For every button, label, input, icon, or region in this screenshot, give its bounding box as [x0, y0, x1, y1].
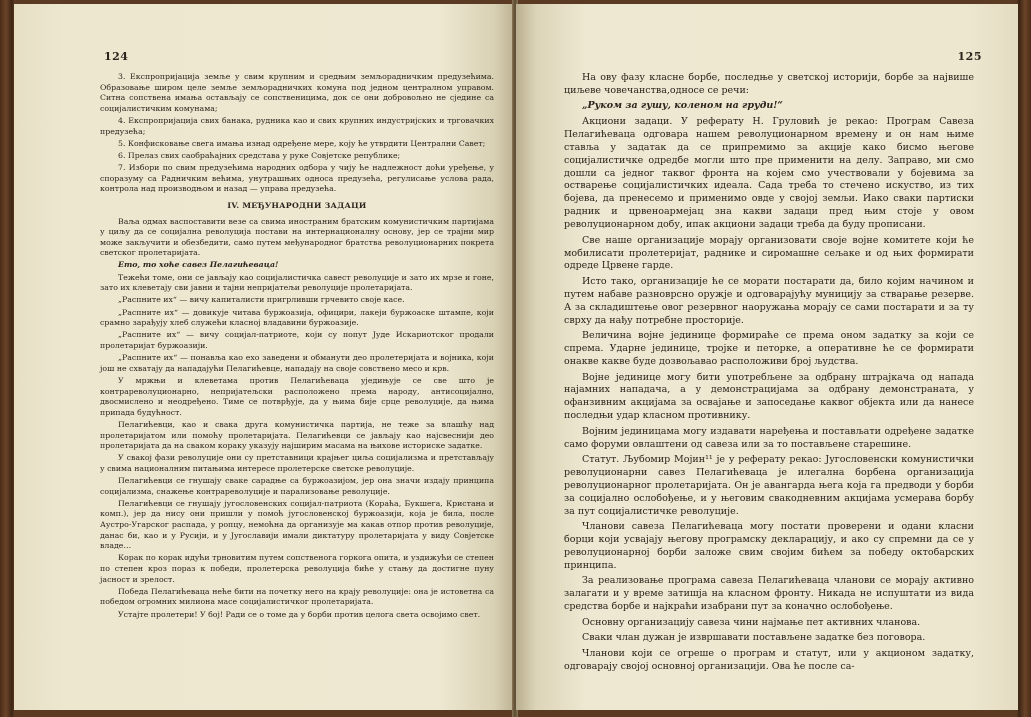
paragraph: Пелагићевци се гнушају југословенских социјал-патриота (Кораћа, Букшега, Кристана и комп.), јер да нису они пришли у помоћ југословенској буржоазији, која је била, после Аустро-Угарског распада, у ропцу, немоћна да организује ма какав отпор против револуције, данас би, као и у Русији, и у Југославији имали диктатуру пролетаријата у виду Совјетске владе… [100, 498, 494, 551]
right-page [516, 4, 1018, 710]
paragraph: 3. Експропријација земље у свим крупним и средњим земљорадничким предузећима. Образовање широм целе земље земљорадничких комуна под једном централном управом. Ситна сопствена имања остављају се сопственицима, док се они добровољно не сједине са социјалистичким комунама; [100, 72, 494, 113]
text-column [100, 72, 494, 622]
paragraph: Исто тако, организације ће се морати постарати да, било којим начином и путем набаве разноврсно оружје и одговарајућу муницију за стварање резерве. А за складиштење овог резервног наоружања морају се сами постарати и за ту сврху да нађу потребне просторије. [564, 275, 974, 326]
paragraph: 6. Прелаз свих саобраћајних средстава у руке Совјетске републике; [118, 150, 401, 160]
paragraph: Војним јединицама могу издавати наређења и постављати одређене задатке само форуми овлаштени од савеза или за то постављене старешине. [564, 425, 974, 450]
paragraph: Ето, то хоће савез Пелагићеваца! [118, 260, 279, 270]
paragraph: За реализовање програма савеза Пелагићеваца чланови се морају активно залагати и у време затишја на класном фронту. Никада не испуштати из вида средства борбе и најкраћи изабрани пут за коначно ослобођење. [564, 575, 974, 613]
paragraph: У мржњи и клеветама против Пелагићеваца уједињује се све што је контрареволуционарно, непријатељски расположено према народу, антисоцијално, двосмислено и неодређено. Тиме се потврђује, да у њима бије срце револуције, да њима припада будућност. [100, 375, 494, 417]
paragraph: Тежећи томе, они се јављају као социјалистичка савест револуције и зато их мрзе и гоне, зато их клеветају сви јавни и тајни непријатељи револуције пролетаријата. [100, 272, 494, 293]
paragraph: „Руком за гушу, коленом на груди!“ [582, 100, 783, 112]
paragraph: Ваља одмах васпоставити везе са свима иностраним братским комунистичким партијама у циљу да се социјална револуција постави на интернационалну основу, јер се трајни мир може закључити и обезбедити, само путем међународног братства револуционарних покрета светског пролетаријата. [100, 216, 494, 258]
text-column [564, 72, 974, 676]
left-page [14, 4, 514, 710]
paragraph: Војне јединице могу бити употребљене за одбрану штрајкача од напада најамних нападача, а у демонстрацијама за одбрану демонстраната, у офанзивним акцијама за освајање и запоседање каквог објекта или да нанесе последњи удар класном противнику. [564, 371, 974, 422]
paragraph: 5. Конфисковање свега имања изнад одређене мере, коју ће утврдити Централни Савет; [118, 138, 486, 148]
paragraph: Пелагићевци, као и свака друга комунистичка партија, не теже за влашћу над пролетаријатом или помоћу пролетаријата. Пелагићевци се јављају као најсвеснији део пролетаријата да на сваком кораку указују најширим масама на њихове историске задатке. [100, 419, 494, 451]
paragraph: 4. Експропријација свих банака, рудника као и свих крупних индустријских и трговачких предузећа; [100, 115, 494, 136]
paragraph: Сваки члан дужан је извршавати постављене задатке без поговора. [582, 632, 926, 644]
paragraph: Устајте пролетери! У бој! Ради се о томе да у борби против целога света освојимо свет. [118, 609, 481, 619]
section-heading: IV. МЕЂУНАРОДНИ ЗАДАЦИ [227, 200, 367, 210]
paragraph: Акциони задаци. У реферату Н. Груловић је рекао: Програм Савеза Пелагићеваца одговара нашем револуционарном времену и он нам њиме ставља у задатак да се припремимо за акције како бисмо његове социјалистичке одредбе могли што пре применити на делу. Заправо, ми смо дошли са једног таквог фронта на којем смо учествовали у бојевима за остварење социјалистичких идеала. Сада треба то стечено искуство, из тих бојева, да пренесемо и применимо овде у својој земљи. Иако сваки партиски радник и црвеноармејац зна какви задаци пред њим стоје у овом револуционарном добу, ипак акциони задаци треба да буду прописани. [564, 115, 974, 231]
paragraph: Пелагићевци се гнушају сваке сарадње са буржоазијом, јер она значи издају принципа социјализма, снажење контрареволуције и парализовање револуције. [100, 476, 494, 496]
paragraph: Корак по корак идући трновитим путем сопственога горкога опита, и уздижући се степен по степен кроз пораз к победи, пролетерска револуција биће у стању да достигне пуну јасност и зрелост. [100, 553, 494, 584]
paragraph: Чланови савеза Пелагићеваца могу постати проверени и одани класни борци који усвајају његову програмску декларацију, и ако су спремни да се у револуционарној борби заложе свим својим бићем за победу октобарских принципа. [564, 521, 974, 571]
paragraph: У свакој фази револуције они су претставници крајњег циља социјализма и претстављају у свима националним питањима интересе пролетерске светске револуције. [100, 453, 494, 473]
paragraph: „Распните их“ — понавља као ехо заведени и обманути део пролетеријата и војника, који још не схватају да нападајући Пелагићевце, нападају на своје совствено месо и крв. [100, 353, 494, 373]
paragraph: 7. Избори по свим предузећима народних одбора у чију ће надлежност доћи уређење, у споразуму са Радничким већима, унутрашњих односа предузећа, регулисање услова рада, контрола над производњом и назад — управа предузећа. [100, 163, 494, 194]
page-number: 125 [957, 50, 982, 63]
paragraph: Победа Пелагићеваца неће бити на почетку него на крају револуције: она је истоветна са победом огромних милиона масе социјалистичког пролетаријата. [100, 586, 494, 607]
paragraph: Све наше организације морају организовати своје војне комитете који ће мобилисати пролетеријат, раднике и сиромашне сељаке и од њих формирати одреде Црвене гарде. [564, 234, 974, 272]
paragraph: „Распните их“ — довикује читава буржоазија, официри, лакеји буржоаске штампе, који срамно зарађују хлеб служећи класној владавини буржоазије. [100, 307, 494, 328]
paragraph: На ову фазу класне борбе, последње у светској историји, борбе за највише циљеве човечанства,односе се речи: [564, 72, 974, 96]
paragraph: Основну организацију савеза чини најмање пет активних чланова. [582, 616, 921, 628]
page-number: 124 [104, 50, 129, 63]
paragraph: „Распните их“ — вичу социјал-патриоте, који су попут Јуде Искариотског продали пролетаријат буржоазији. [100, 330, 494, 350]
paragraph: „Распните их“ — вичу капиталисти пригрливши грчевито своје касе. [118, 295, 405, 305]
paragraph: Величина војне јединице формираће се према оном задатку за који се спрема. Ударне јединице, тројке и петорке, а оперативне ће се формирати онакве какве буде дозвољавао расположиви број људства. [564, 330, 974, 367]
paragraph: Статут. Љубомир Мојин¹¹ је у реферату рекао: Југословенски комунистички револуционарни савез Пелагићеваца је илегална борбена организација револуционарног пролетаријата. Он је авангарда њега која га предводи у борби за социјално ослобођење, и у његовим свакодневним акцијама усмерава борбу за пут социјалистичке револуције. [564, 454, 974, 517]
paragraph: Чланови који се огреше о програм и статут, или у акционом задатку, одговарају својој основној организацији. Ова ће после са- [564, 647, 974, 672]
